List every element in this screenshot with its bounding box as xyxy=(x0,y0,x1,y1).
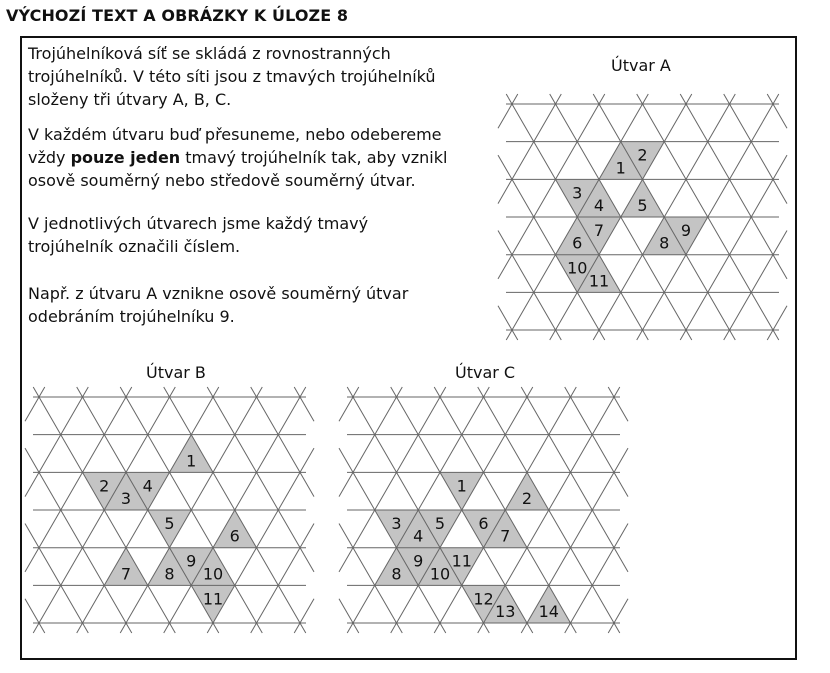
triangle-label: 2 xyxy=(637,145,648,165)
triangle-label: 3 xyxy=(391,514,402,534)
triangle-label: 1 xyxy=(615,158,626,178)
grid-line xyxy=(339,387,359,421)
triangle-label: 9 xyxy=(186,551,197,571)
text-line: složeny tři útvary A, B, C. xyxy=(28,90,232,109)
triangle-label: 4 xyxy=(413,526,424,546)
triangle-label: 11 xyxy=(588,271,610,291)
triangle-label: 8 xyxy=(164,564,175,584)
text-line: trojúhelník označili číslem. xyxy=(28,237,241,256)
triangle-label: 2 xyxy=(99,476,110,496)
triangle-label: 3 xyxy=(120,488,132,508)
text-line: odebráním trojúhelníku 9. xyxy=(28,307,235,326)
triangle-label: 5 xyxy=(164,514,175,534)
triangle-label: 14 xyxy=(538,601,559,621)
text-line: Trojúhelníková síť se skládá z rovnostranných xyxy=(28,44,391,63)
triangle-label: 4 xyxy=(593,195,605,215)
exercise-heading: VÝCHOZÍ TEXT A OBRÁZKY K ÚLOZE 8 xyxy=(6,6,349,25)
text-line: V každém útvaru buď přesuneme, nebo odebereme xyxy=(28,125,442,144)
triangle-label: 10 xyxy=(429,564,451,584)
triangle-label: 5 xyxy=(434,514,446,534)
triangle-label: 1 xyxy=(186,451,197,471)
grid-line xyxy=(608,599,628,633)
triangle-label: 7 xyxy=(593,221,605,241)
triangle-label: 1 xyxy=(456,476,467,496)
text-line: osově souměrný nebo středově souměrný útvar. xyxy=(28,171,416,190)
emphasis-text: pouze jeden xyxy=(70,148,181,167)
grid-line xyxy=(521,387,628,572)
triangle-label: 6 xyxy=(478,514,489,534)
triangle-label: 10 xyxy=(202,564,224,584)
triangle-label: 4 xyxy=(142,476,153,496)
figure-c-title: Útvar C xyxy=(455,363,516,382)
triangle-label: 10 xyxy=(567,258,588,278)
text-line: trojúhelníků. V této síti jsou z tmavých trojúhelníků xyxy=(28,67,436,86)
triangle-label: 8 xyxy=(659,233,670,253)
text-line: V jednotlivých útvarech jsme každý tmavý xyxy=(28,214,369,233)
triangle-label: 11 xyxy=(451,551,472,571)
triangle-label: 5 xyxy=(637,195,648,215)
triangle-label: 7 xyxy=(500,526,511,546)
grid-line xyxy=(565,387,628,497)
triangle-label: 9 xyxy=(680,221,692,241)
grid-line xyxy=(608,387,628,421)
text-fragment: tmavý trojúhelník tak, aby vznikl xyxy=(180,148,448,167)
grid-line xyxy=(565,523,628,633)
figure-a-title: Útvar A xyxy=(611,56,671,75)
triangle-label: 3 xyxy=(572,183,583,203)
triangle-label: 12 xyxy=(473,589,494,609)
triangle-label: 11 xyxy=(202,589,224,609)
triangle-label: 6 xyxy=(572,233,583,253)
triangle-label: 9 xyxy=(413,551,424,571)
text-line: Např. z útvaru A vznikne osově souměrný útvar xyxy=(28,284,409,303)
grid-line xyxy=(339,599,359,633)
triangle-label: 8 xyxy=(391,564,402,584)
figure-b-title: Útvar B xyxy=(146,363,206,382)
triangle-label: 2 xyxy=(521,488,533,508)
grid-line xyxy=(521,448,628,633)
text-fragment: vždy xyxy=(28,148,71,167)
grid-line xyxy=(339,387,402,497)
triangle-label: 13 xyxy=(495,601,516,621)
triangle-label: 7 xyxy=(120,564,132,584)
triangle-label: 6 xyxy=(229,526,240,546)
